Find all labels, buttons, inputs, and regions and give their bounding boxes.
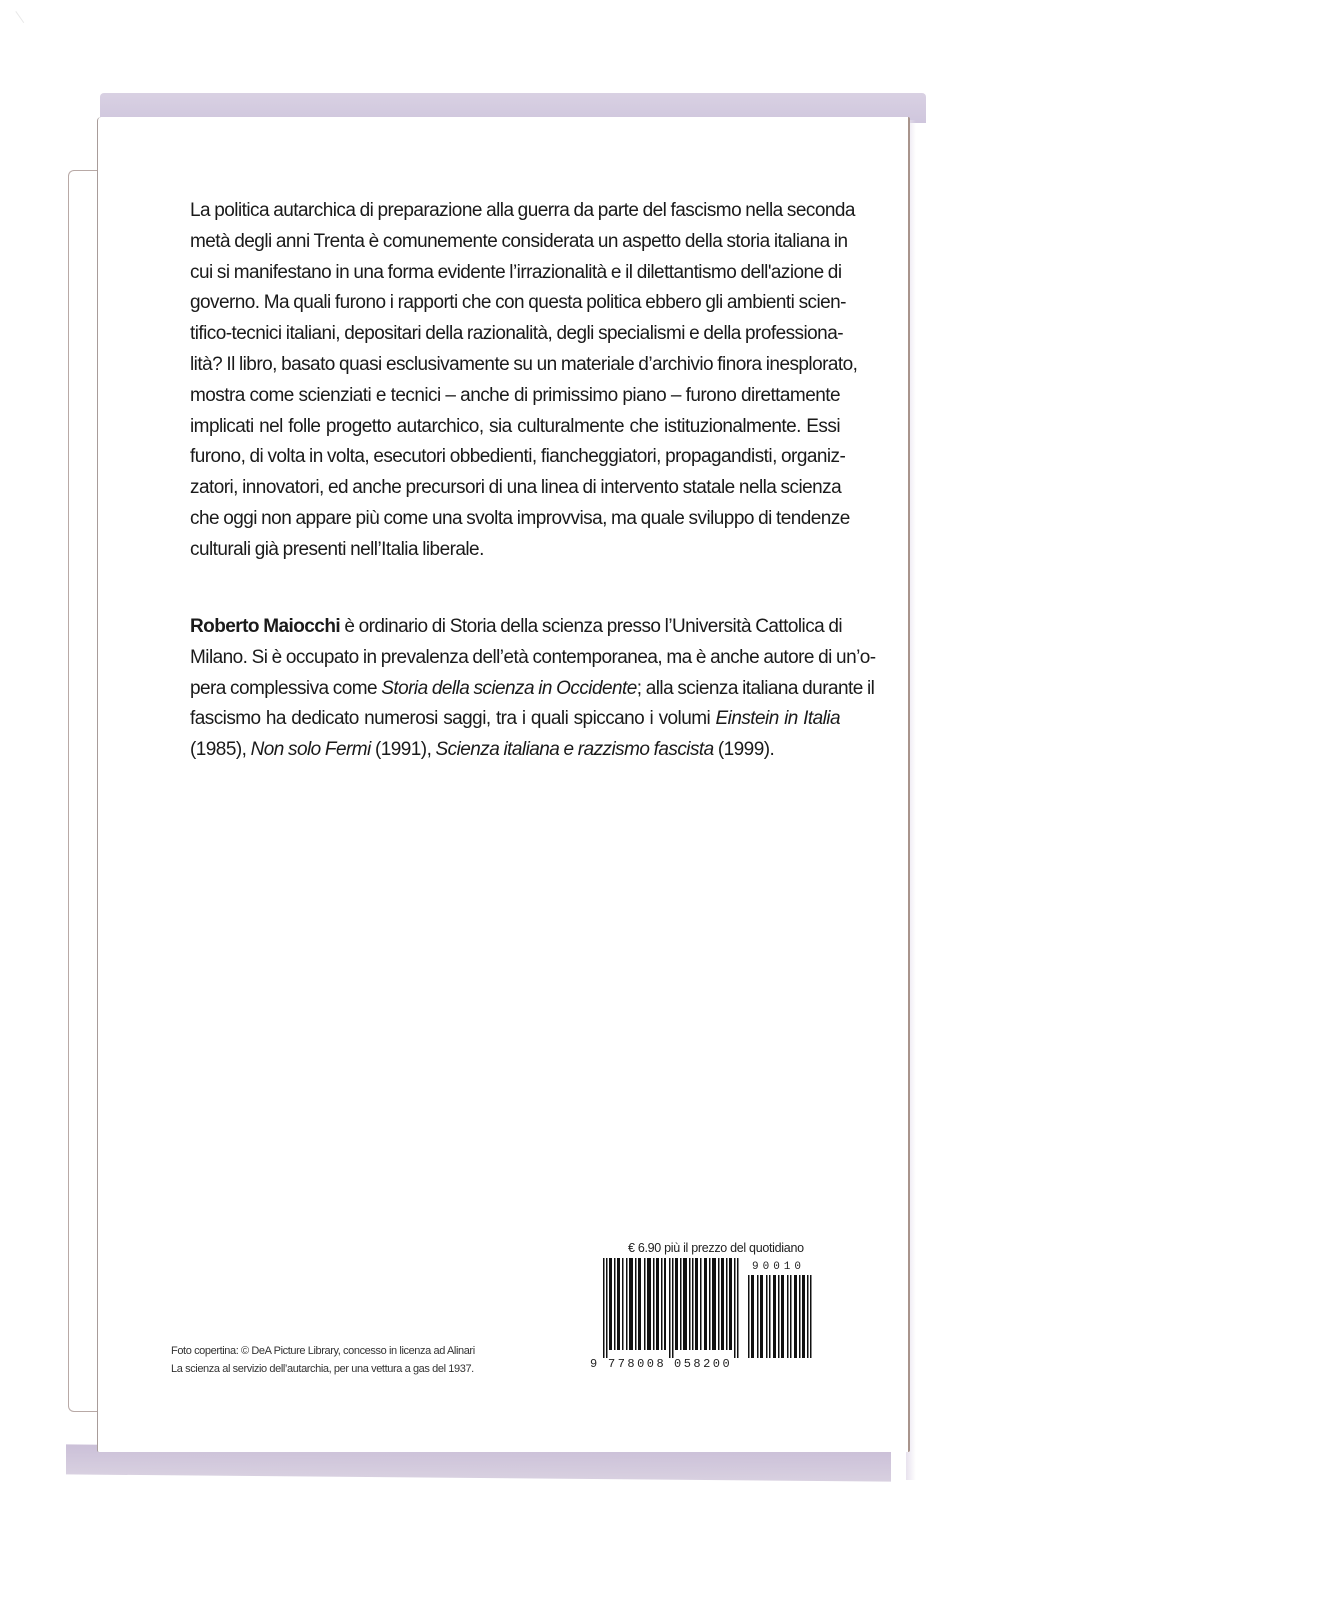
description-line: cui si manifestano in una forma evidente l’irrazionalità e il dilettantismo dell'azione di <box>190 261 842 283</box>
scan-artifact-mark <box>15 3 35 23</box>
barcode-lead-digit: 9 <box>590 1357 600 1371</box>
description-line: zatori, innovatori, ed anche precursori di una linea di intervento statale nella scienza <box>190 477 842 499</box>
book-description <box>190 196 858 566</box>
book-title: Non solo Fermi <box>250 739 371 761</box>
book-title: Scienza italiana e razzismo fascista <box>435 739 714 761</box>
price-label: € 6.90 più il prezzo del quotidiano <box>628 1241 804 1255</box>
description-line: culturali già presenti nell’Italia liberale. <box>190 538 484 560</box>
photo-credit-line-1: Foto copertina: © DeA Picture Library, concesso in licenza ad Alinari <box>171 1345 475 1357</box>
bio-line-2: Milano. Si è occupato in prevalenza dell’età contemporanea, ma è anche autore di un’o- <box>190 646 876 668</box>
author-bio <box>190 612 876 766</box>
description-line: metà degli anni Trenta è comunemente considerata un aspetto della storia italiana in <box>190 230 848 252</box>
barcode-addon-icon <box>748 1275 812 1358</box>
photo-credit <box>171 1342 475 1378</box>
author-name: Roberto Maiocchi <box>190 616 341 637</box>
barcode-group-2: 058200 <box>674 1357 733 1371</box>
bio-line-4: fascismo ha dedicato numerosi saggi, tra i quali spiccano i volumi Einstein in Italia <box>190 708 840 730</box>
book-title: Einstein in Italia <box>715 708 840 730</box>
book-title: Storia della scienza in Occidente <box>381 677 637 699</box>
bio-line-5: (1985), Non solo Fermi (1991), Scienza italiana e razzismo fascista (1999). <box>190 739 775 761</box>
description-line: implicati nel folle progetto autarchico, sia culturalmente che istituzionalmente. Essi <box>190 415 840 437</box>
bio-line-1: Roberto Maiocchi è ordinario di Storia della scienza presso l’Università Cattolica di <box>190 616 843 637</box>
photo-credit-line-2: La scienza al servizio dell’autarchia, per una vettura a gas del 1937. <box>171 1363 474 1375</box>
barcode-group-1: 778008 <box>608 1357 667 1371</box>
barcode-icon <box>603 1258 739 1358</box>
description-line: che oggi non appare più come una svolta improvvisa, ma quale sviluppo di tendenze <box>190 507 850 529</box>
bio-line-3: pera complessiva come Storia della scienza in Occidente; alla scienza italiana durante il <box>190 677 875 699</box>
description-line: mostra come scienziati e tecnici – anche di primissimo piano – furono direttamente <box>190 384 840 406</box>
description-line: governo. Ma quali furono i rapporti che con questa politica ebbero gli ambienti scien- <box>190 292 846 314</box>
description-line: tifico-tecnici italiani, depositari della razionalità, degli specialismi e della professiona- <box>190 323 843 345</box>
barcode-addon-digits: 90010 <box>752 1261 806 1273</box>
description-line: furono, di volta in volta, esecutori obbedienti, fiancheggiatori, propagandisti, organiz- <box>190 446 846 468</box>
description-line: La politica autarchica di preparazione alla guerra da parte del fascismo nella seconda <box>190 200 855 221</box>
description-line: lità? Il libro, basato quasi esclusivamente su un materiale d’archivio finora inesplorato, <box>190 353 858 375</box>
